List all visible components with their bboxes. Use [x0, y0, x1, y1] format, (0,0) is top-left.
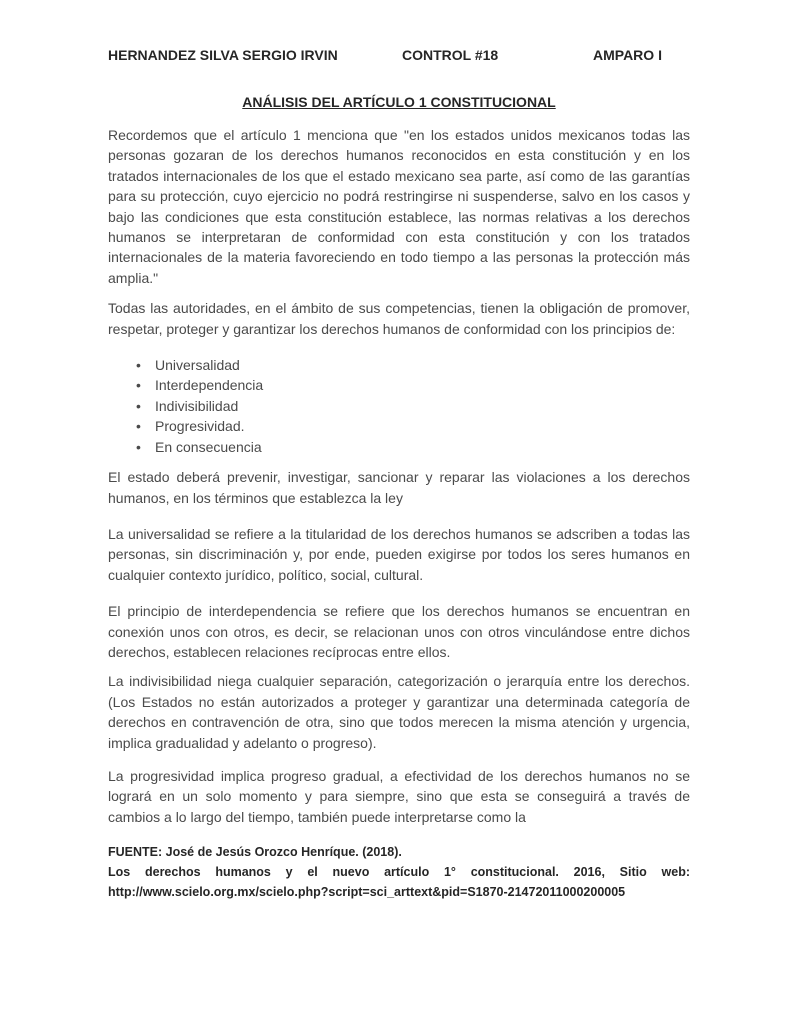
paragraph-universality: La universalidad se refiere a la titularidad de los derechos humanos se adscriben a todas las personas, sin discriminación y, por ende, pueden exigirse por todos los seres humanos en cualquier contexto jurídico, político, social, cultural. — [108, 525, 690, 583]
paragraph-indivisibility: La indivisibilidad niega cualquier separación, categorización o jerarquía entre los derechos. (Los Estados no están autorizados a proteger y garantizar una determinada categoría de derechos en contravención de otra, sino que todos merecen la misma atención y urgencia, implica gradualidad y adelanto o progreso). — [108, 673, 690, 751]
footer-source-line: FUENTE: José de Jesús Orozco Henríque. (2018). — [108, 845, 402, 860]
header-course-name: AMPARO I — [593, 47, 662, 63]
footer-citation-line: Los derechos humanos y el nuevo artículo 1° constitucional. 2016, Sitio web: — [108, 865, 690, 880]
header-student-name: HERNANDEZ SILVA SERGIO IRVIN — [108, 47, 338, 63]
principles-list — [108, 355, 690, 457]
document-title: ANÁLISIS DEL ARTÍCULO 1 CONSTITUCIONAL — [242, 94, 556, 110]
principle-item-interdependencia: • Interdependencia — [136, 375, 690, 395]
header-control-number: CONTROL #18 — [402, 47, 499, 63]
paragraph-interdependence: El principio de interdependencia se refiere que los derechos humanos se encuentran en conexión unos con otros, es decir, se relacionan unos con otros vinculándose entre dichos derechos, establecen relaciones recíprocas entre ellos. — [108, 603, 690, 660]
document-footer — [108, 842, 690, 902]
paragraph-authorities-obligation: Todas las autoridades, en el ámbito de sus competencias, tienen la obligación de promover, respetar, proteger y garantizar los derechos humanos de conformidad con los principios de: — [108, 300, 690, 337]
principle-item-progresividad: • Progresividad. — [136, 416, 690, 436]
principle-item-en-consecuencia: • En consecuencia — [136, 437, 690, 457]
paragraph-article-quote: Recordemos que el artículo 1 menciona que "en los estados unidos mexicanos todas las personas gozaran de los derechos humanos reconocidos en esta constitución y en los tratados internacionales de los que el estado mexicano sea parte, así como de las garantías para su protección, cuyo ejercicio no podrá restringirse ni suspenderse, salvo en los casos y bajo las condiciones que esta constitución establece, las normas relativas a los derechos humanos se interpretaran de conformidad con esta constitución y con los tratados internacionales de la materia favoreciendo en todo tiempo a las personas la protección más amplia." — [108, 127, 690, 286]
paragraph-state-duty: El estado deberá prevenir, investigar, sancionar y reparar las violaciones a los derechos humanos, en los términos que establezca la ley — [108, 469, 690, 506]
principle-item-universalidad: • Universalidad — [136, 355, 690, 375]
document-header — [108, 45, 690, 65]
paragraph-progressivity: La progresividad implica progreso gradual, a efectividad de los derechos humanos no se logrará en un solo momento y para siempre, sino que esta se conseguirá a través de cambios a lo largo del tiempo, también puede interpretarse como la — [108, 767, 690, 825]
footer-url: http://www.scielo.org.mx/scielo.php?script=sci_arttext&pid=S1870-21472011000200005 — [108, 885, 626, 900]
principle-item-indivisibilidad: • Indivisibilidad — [136, 396, 690, 416]
